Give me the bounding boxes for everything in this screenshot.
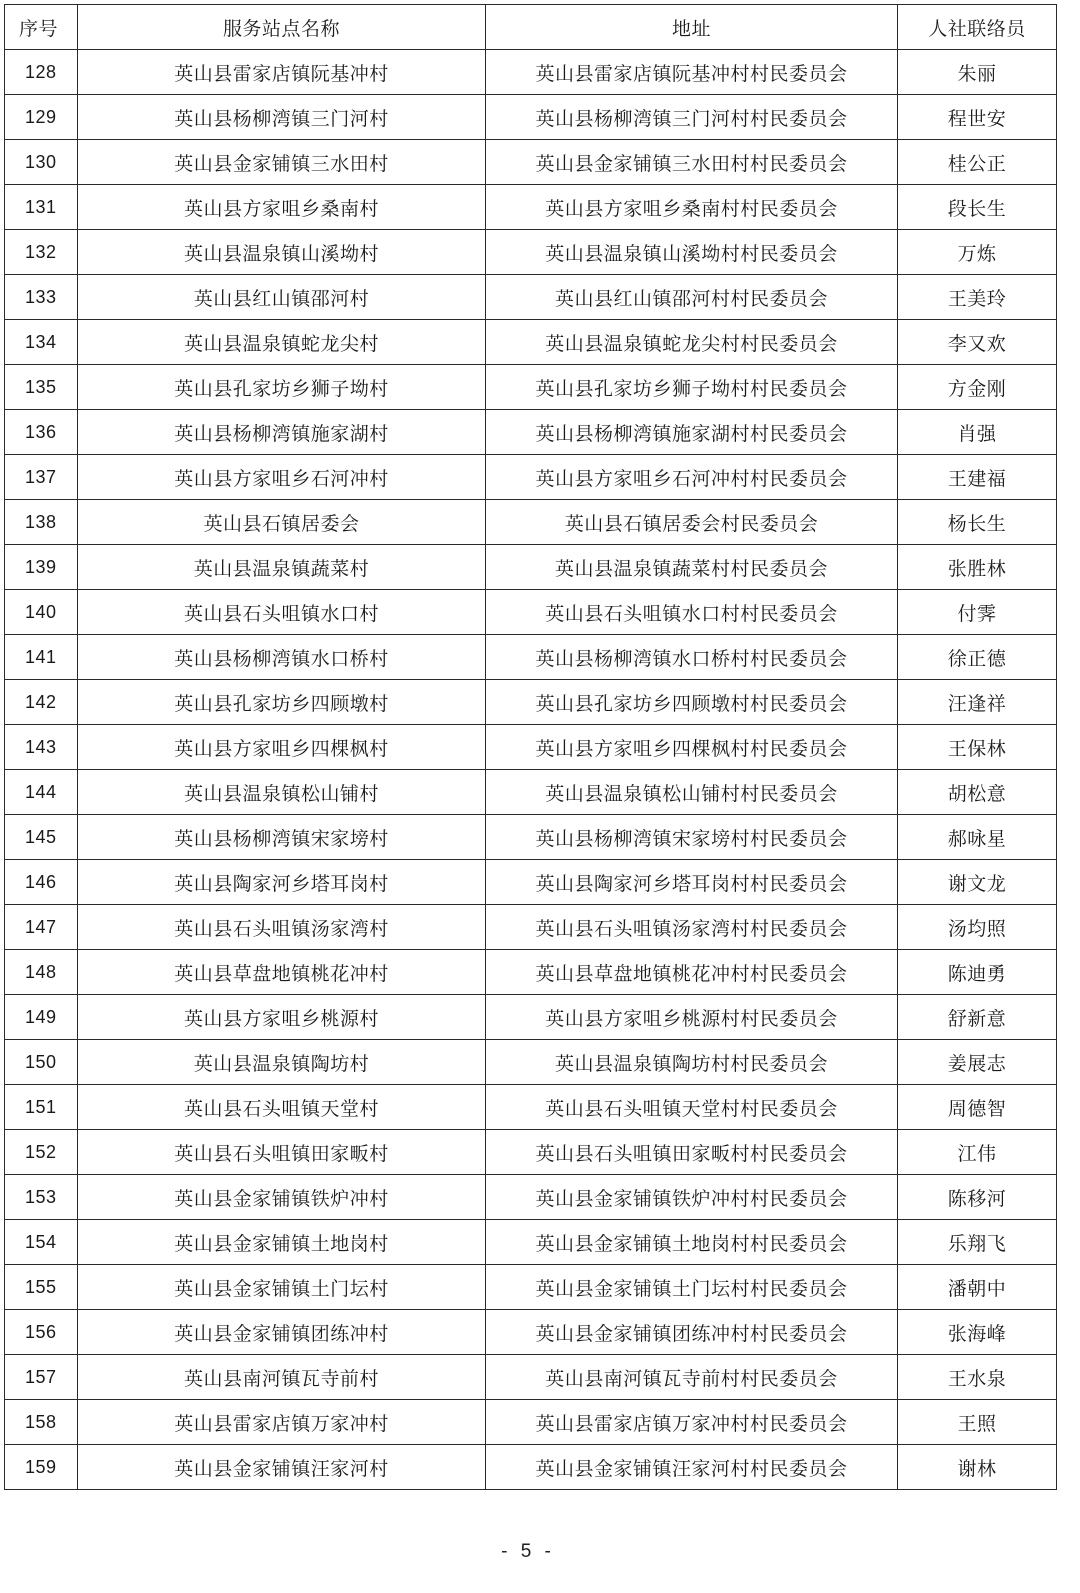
cell-contact: 张胜林	[898, 545, 1057, 590]
table-row	[5, 1400, 1057, 1445]
header-address: 地址	[486, 5, 898, 50]
cell-serial-number: 132	[5, 230, 78, 275]
cell-serial-number: 144	[5, 770, 78, 815]
table-row	[5, 725, 1057, 770]
table-row	[5, 455, 1057, 500]
cell-station-name: 英山县温泉镇蔬菜村	[78, 545, 486, 590]
cell-serial-number: 155	[5, 1265, 78, 1310]
cell-station-name: 英山县杨柳湾镇宋家塝村	[78, 815, 486, 860]
cell-address: 英山县杨柳湾镇宋家塝村村民委员会	[486, 815, 898, 860]
cell-serial-number: 154	[5, 1220, 78, 1265]
cell-address: 英山县石头咀镇田家畈村村民委员会	[486, 1130, 898, 1175]
table-row	[5, 1265, 1057, 1310]
cell-station-name: 英山县雷家店镇阮基冲村	[78, 50, 486, 95]
cell-serial-number: 148	[5, 950, 78, 995]
cell-address: 英山县温泉镇山溪坳村村民委员会	[486, 230, 898, 275]
cell-station-name: 英山县温泉镇蛇龙尖村	[78, 320, 486, 365]
cell-station-name: 英山县金家铺镇土门坛村	[78, 1265, 486, 1310]
cell-station-name: 英山县南河镇瓦寺前村	[78, 1355, 486, 1400]
table-row	[5, 410, 1057, 455]
table-row	[5, 185, 1057, 230]
cell-address: 英山县方家咀乡四棵枫村村民委员会	[486, 725, 898, 770]
cell-contact: 舒新意	[898, 995, 1057, 1040]
cell-address: 英山县金家铺镇三水田村村民委员会	[486, 140, 898, 185]
cell-station-name: 英山县杨柳湾镇施家湖村	[78, 410, 486, 455]
cell-contact: 杨长生	[898, 500, 1057, 545]
cell-contact: 周德智	[898, 1085, 1057, 1130]
cell-contact: 胡松意	[898, 770, 1057, 815]
cell-station-name: 英山县石头咀镇天堂村	[78, 1085, 486, 1130]
table-row	[5, 1355, 1057, 1400]
cell-contact: 陈移河	[898, 1175, 1057, 1220]
cell-contact: 潘朝中	[898, 1265, 1057, 1310]
cell-station-name: 英山县石头咀镇汤家湾村	[78, 905, 486, 950]
cell-serial-number: 137	[5, 455, 78, 500]
cell-address: 英山县温泉镇蛇龙尖村村民委员会	[486, 320, 898, 365]
table-row	[5, 140, 1057, 185]
cell-contact: 王美玲	[898, 275, 1057, 320]
table-row	[5, 1310, 1057, 1355]
cell-serial-number: 135	[5, 365, 78, 410]
cell-serial-number: 130	[5, 140, 78, 185]
cell-station-name: 英山县温泉镇松山铺村	[78, 770, 486, 815]
cell-contact: 程世安	[898, 95, 1057, 140]
cell-address: 英山县红山镇邵河村村民委员会	[486, 275, 898, 320]
cell-station-name: 英山县石头咀镇水口村	[78, 590, 486, 635]
cell-serial-number: 143	[5, 725, 78, 770]
cell-station-name: 英山县方家咀乡四棵枫村	[78, 725, 486, 770]
table-row	[5, 1220, 1057, 1265]
cell-contact: 徐正德	[898, 635, 1057, 680]
cell-address: 英山县草盘地镇桃花冲村村民委员会	[486, 950, 898, 995]
cell-address: 英山县温泉镇松山铺村村民委员会	[486, 770, 898, 815]
table-row	[5, 1040, 1057, 1085]
cell-address: 英山县石镇居委会村民委员会	[486, 500, 898, 545]
cell-station-name: 英山县石头咀镇田家畈村	[78, 1130, 486, 1175]
cell-address: 英山县雷家店镇万家冲村村民委员会	[486, 1400, 898, 1445]
cell-station-name: 英山县温泉镇山溪坳村	[78, 230, 486, 275]
cell-address: 英山县杨柳湾镇施家湖村村民委员会	[486, 410, 898, 455]
cell-contact: 谢林	[898, 1445, 1057, 1490]
cell-station-name: 英山县草盘地镇桃花冲村	[78, 950, 486, 995]
cell-contact: 郝咏星	[898, 815, 1057, 860]
table-row	[5, 320, 1057, 365]
cell-contact: 段长生	[898, 185, 1057, 230]
cell-address: 英山县温泉镇蔬菜村村民委员会	[486, 545, 898, 590]
table-row	[5, 995, 1057, 1040]
cell-address: 英山县方家咀乡桃源村村民委员会	[486, 995, 898, 1040]
cell-address: 英山县金家铺镇汪家河村村民委员会	[486, 1445, 898, 1490]
cell-address: 英山县陶家河乡塔耳岗村村民委员会	[486, 860, 898, 905]
cell-station-name: 英山县金家铺镇三水田村	[78, 140, 486, 185]
table-row	[5, 950, 1057, 995]
cell-contact: 汪逢祥	[898, 680, 1057, 725]
cell-serial-number: 151	[5, 1085, 78, 1130]
cell-address: 英山县方家咀乡石河冲村村民委员会	[486, 455, 898, 500]
cell-contact: 张海峰	[898, 1310, 1057, 1355]
cell-address: 英山县孔家坊乡狮子坳村村民委员会	[486, 365, 898, 410]
cell-station-name: 英山县杨柳湾镇水口桥村	[78, 635, 486, 680]
cell-serial-number: 131	[5, 185, 78, 230]
cell-address: 英山县金家铺镇团练冲村村民委员会	[486, 1310, 898, 1355]
table-row	[5, 545, 1057, 590]
cell-serial-number: 145	[5, 815, 78, 860]
cell-serial-number: 142	[5, 680, 78, 725]
cell-contact: 付霁	[898, 590, 1057, 635]
cell-station-name: 英山县方家咀乡桑南村	[78, 185, 486, 230]
cell-contact: 肖强	[898, 410, 1057, 455]
cell-serial-number: 136	[5, 410, 78, 455]
cell-serial-number: 158	[5, 1400, 78, 1445]
cell-station-name: 英山县孔家坊乡狮子坳村	[78, 365, 486, 410]
cell-contact: 陈迪勇	[898, 950, 1057, 995]
cell-contact: 万炼	[898, 230, 1057, 275]
cell-contact: 王水泉	[898, 1355, 1057, 1400]
cell-serial-number: 141	[5, 635, 78, 680]
cell-serial-number: 139	[5, 545, 78, 590]
table-row	[5, 635, 1057, 680]
cell-serial-number: 149	[5, 995, 78, 1040]
cell-contact: 王照	[898, 1400, 1057, 1445]
cell-serial-number: 159	[5, 1445, 78, 1490]
cell-serial-number: 153	[5, 1175, 78, 1220]
table-row	[5, 590, 1057, 635]
cell-address: 英山县杨柳湾镇三门河村村民委员会	[486, 95, 898, 140]
table-row	[5, 1175, 1057, 1220]
cell-serial-number: 157	[5, 1355, 78, 1400]
cell-station-name: 英山县温泉镇陶坊村	[78, 1040, 486, 1085]
cell-address: 英山县石头咀镇汤家湾村村民委员会	[486, 905, 898, 950]
cell-contact: 江伟	[898, 1130, 1057, 1175]
cell-address: 英山县金家铺镇铁炉冲村村民委员会	[486, 1175, 898, 1220]
cell-serial-number: 128	[5, 50, 78, 95]
table-row	[5, 500, 1057, 545]
cell-serial-number: 129	[5, 95, 78, 140]
cell-serial-number: 146	[5, 860, 78, 905]
cell-address: 英山县石头咀镇天堂村村民委员会	[486, 1085, 898, 1130]
table-row	[5, 1130, 1057, 1175]
cell-serial-number: 147	[5, 905, 78, 950]
cell-station-name: 英山县金家铺镇铁炉冲村	[78, 1175, 486, 1220]
cell-station-name: 英山县红山镇邵河村	[78, 275, 486, 320]
table-row	[5, 860, 1057, 905]
cell-address: 英山县石头咀镇水口村村民委员会	[486, 590, 898, 635]
cell-address: 英山县金家铺镇土地岗村村民委员会	[486, 1220, 898, 1265]
table-row	[5, 770, 1057, 815]
table-row	[5, 50, 1057, 95]
cell-serial-number: 152	[5, 1130, 78, 1175]
cell-address: 英山县南河镇瓦寺前村村民委员会	[486, 1355, 898, 1400]
cell-station-name: 英山县杨柳湾镇三门河村	[78, 95, 486, 140]
cell-station-name: 英山县金家铺镇土地岗村	[78, 1220, 486, 1265]
cell-address: 英山县温泉镇陶坊村村民委员会	[486, 1040, 898, 1085]
cell-station-name: 英山县金家铺镇汪家河村	[78, 1445, 486, 1490]
cell-contact: 谢文龙	[898, 860, 1057, 905]
table-row	[5, 1445, 1057, 1490]
header-station-name: 服务站点名称	[78, 5, 486, 50]
service-station-table	[4, 4, 1057, 1490]
cell-serial-number: 156	[5, 1310, 78, 1355]
cell-address: 英山县金家铺镇土门坛村村民委员会	[486, 1265, 898, 1310]
cell-address: 英山县孔家坊乡四顾墩村村民委员会	[486, 680, 898, 725]
cell-contact: 方金刚	[898, 365, 1057, 410]
cell-station-name: 英山县孔家坊乡四顾墩村	[78, 680, 486, 725]
cell-station-name: 英山县雷家店镇万家冲村	[78, 1400, 486, 1445]
cell-contact: 朱丽	[898, 50, 1057, 95]
cell-serial-number: 134	[5, 320, 78, 365]
cell-address: 英山县方家咀乡桑南村村民委员会	[486, 185, 898, 230]
cell-station-name: 英山县方家咀乡桃源村	[78, 995, 486, 1040]
header-serial-number: 序号	[5, 5, 78, 50]
cell-serial-number: 133	[5, 275, 78, 320]
table-row	[5, 275, 1057, 320]
table-row	[5, 230, 1057, 275]
table-row	[5, 815, 1057, 860]
table-header-row	[5, 5, 1057, 50]
page-number: - 5 -	[501, 1541, 555, 1562]
cell-contact: 姜展志	[898, 1040, 1057, 1085]
cell-contact: 汤均照	[898, 905, 1057, 950]
cell-contact: 乐翔飞	[898, 1220, 1057, 1265]
table-row	[5, 680, 1057, 725]
table-row	[5, 905, 1057, 950]
cell-station-name: 英山县石镇居委会	[78, 500, 486, 545]
cell-contact: 王保林	[898, 725, 1057, 770]
cell-station-name: 英山县方家咀乡石河冲村	[78, 455, 486, 500]
cell-serial-number: 140	[5, 590, 78, 635]
cell-address: 英山县杨柳湾镇水口桥村村民委员会	[486, 635, 898, 680]
cell-contact: 桂公正	[898, 140, 1057, 185]
header-contact: 人社联络员	[898, 5, 1057, 50]
cell-contact: 王建福	[898, 455, 1057, 500]
cell-serial-number: 150	[5, 1040, 78, 1085]
cell-serial-number: 138	[5, 500, 78, 545]
cell-station-name: 英山县金家铺镇团练冲村	[78, 1310, 486, 1355]
cell-contact: 李又欢	[898, 320, 1057, 365]
cell-address: 英山县雷家店镇阮基冲村村民委员会	[486, 50, 898, 95]
table-row	[5, 95, 1057, 140]
cell-station-name: 英山县陶家河乡塔耳岗村	[78, 860, 486, 905]
table-body	[5, 50, 1057, 1490]
table-row	[5, 1085, 1057, 1130]
table-row	[5, 365, 1057, 410]
